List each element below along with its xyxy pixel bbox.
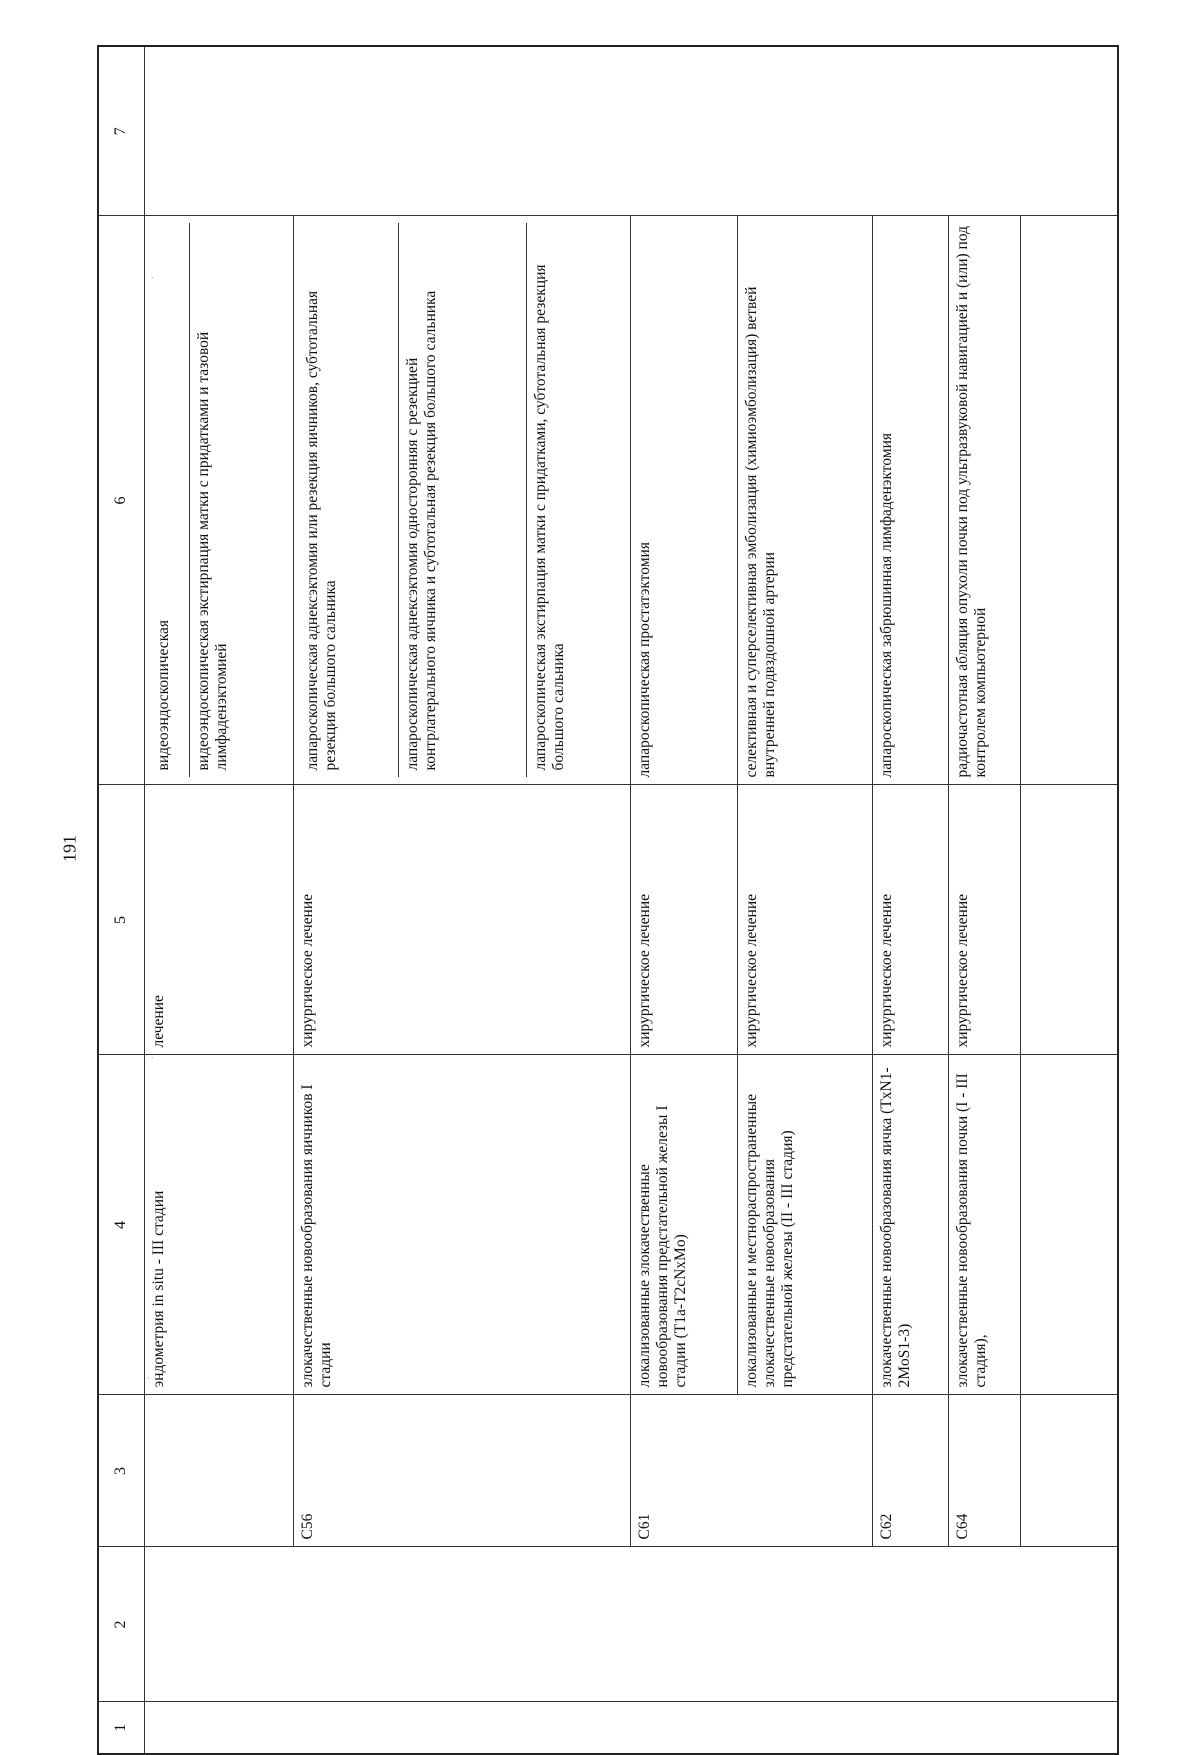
diagnosis-cell: эндометрия in situ - III стадии: [144, 1055, 293, 1395]
method-cell: радиочастотная абляция опухоли почки под ультразвуковой навигацией и (или) под контролем компьютерной: [948, 216, 1020, 785]
treatment-cell: хирургическое лечение: [630, 785, 737, 1055]
method-cell: лапароскопическая простатэктомия: [630, 216, 737, 785]
code-cell-empty: [144, 1395, 293, 1547]
code-cell: C56: [293, 1395, 630, 1547]
page-number: 191: [59, 835, 80, 862]
column-number: 4: [98, 1055, 144, 1395]
blank-cell: [1020, 1055, 1118, 1395]
column-number: 5: [98, 785, 144, 1055]
col1-cell: [144, 1702, 1118, 1754]
col7-cell: [144, 46, 1118, 216]
treatment-cell: лечение: [144, 785, 293, 1055]
diagnosis-cell: злокачественные новообразования яичников I стадии: [293, 1055, 630, 1395]
scan-speck: ·: [146, 1370, 151, 1385]
table-row: [293, 46, 630, 1754]
code-cell: C62: [872, 1395, 948, 1547]
method-text: лапароскопическая аднексэктомия односторонняя с резекцией контрлатерального яичника и субтотальная резекция большого сальника: [399, 224, 527, 778]
procedures-table: [97, 45, 1119, 1755]
blank-cell: [1020, 785, 1118, 1055]
diagnosis-cell: злокачественные новообразования яичка (TxN1-2MoS1-3): [872, 1055, 948, 1395]
col2-cell: [144, 1547, 1118, 1702]
treatment-cell: хирургическое лечение: [872, 785, 948, 1055]
treatment-cell: хирургическое лечение: [293, 785, 630, 1055]
column-number: 2: [98, 1547, 144, 1702]
diagnosis-cell: локализованные и местнораспространенные злокачественные новообразования предстательной железы (II - III стадия): [737, 1055, 872, 1395]
method-text: видеоэндоскопическая экстирпация матки с придатками и тазовой лимфаденэктомией: [190, 224, 288, 778]
column-number: 6: [98, 216, 144, 785]
code-cell: C64: [948, 1395, 1020, 1547]
blank-cell: [1020, 1395, 1118, 1547]
table-row: [630, 46, 737, 1754]
column-number: 3: [98, 1395, 144, 1547]
method-cell: лапароскопическая забрюшинная лимфаденэктомия: [872, 216, 948, 785]
table-row: [144, 46, 293, 1754]
method-text: видеоэндоскопическая: [150, 224, 190, 778]
table-row-blank: [1020, 46, 1118, 1754]
column-number: 1: [98, 1702, 144, 1754]
rotated-page: [97, 47, 1119, 1755]
method-text: лапароскопическая аднексэктомия или резекция яичников, субтотальная резекция большого сальника: [299, 224, 399, 778]
code-cell: C61: [630, 1395, 872, 1547]
table-row: [948, 46, 1020, 1754]
method-cell: [293, 216, 630, 785]
treatment-cell: хирургическое лечение: [948, 785, 1020, 1055]
treatment-cell: хирургическое лечение: [737, 785, 872, 1055]
scan-speck: ·: [150, 1050, 155, 1065]
diagnosis-cell: злокачественные новообразования почки (I - III стадия),: [948, 1055, 1020, 1395]
method-cell: [144, 216, 293, 785]
blank-cell: [1020, 216, 1118, 785]
diagnosis-cell: локализованные злокачественные новообразования предстательной железы I стадии (T1a-T2cNxMo): [630, 1055, 737, 1395]
scan-speck: ·: [150, 270, 155, 285]
method-cell: селективная и суперселективная эмболизация (химиоэмболизация) ветвей внутренней подвздошной артерии: [737, 216, 872, 785]
column-number-row: [98, 46, 144, 1754]
column-number: 7: [98, 46, 144, 216]
method-text: лапароскопическая экстирпация матки с придатками, субтотальная резекция большого сальника: [527, 224, 625, 778]
table-row: [872, 46, 948, 1754]
